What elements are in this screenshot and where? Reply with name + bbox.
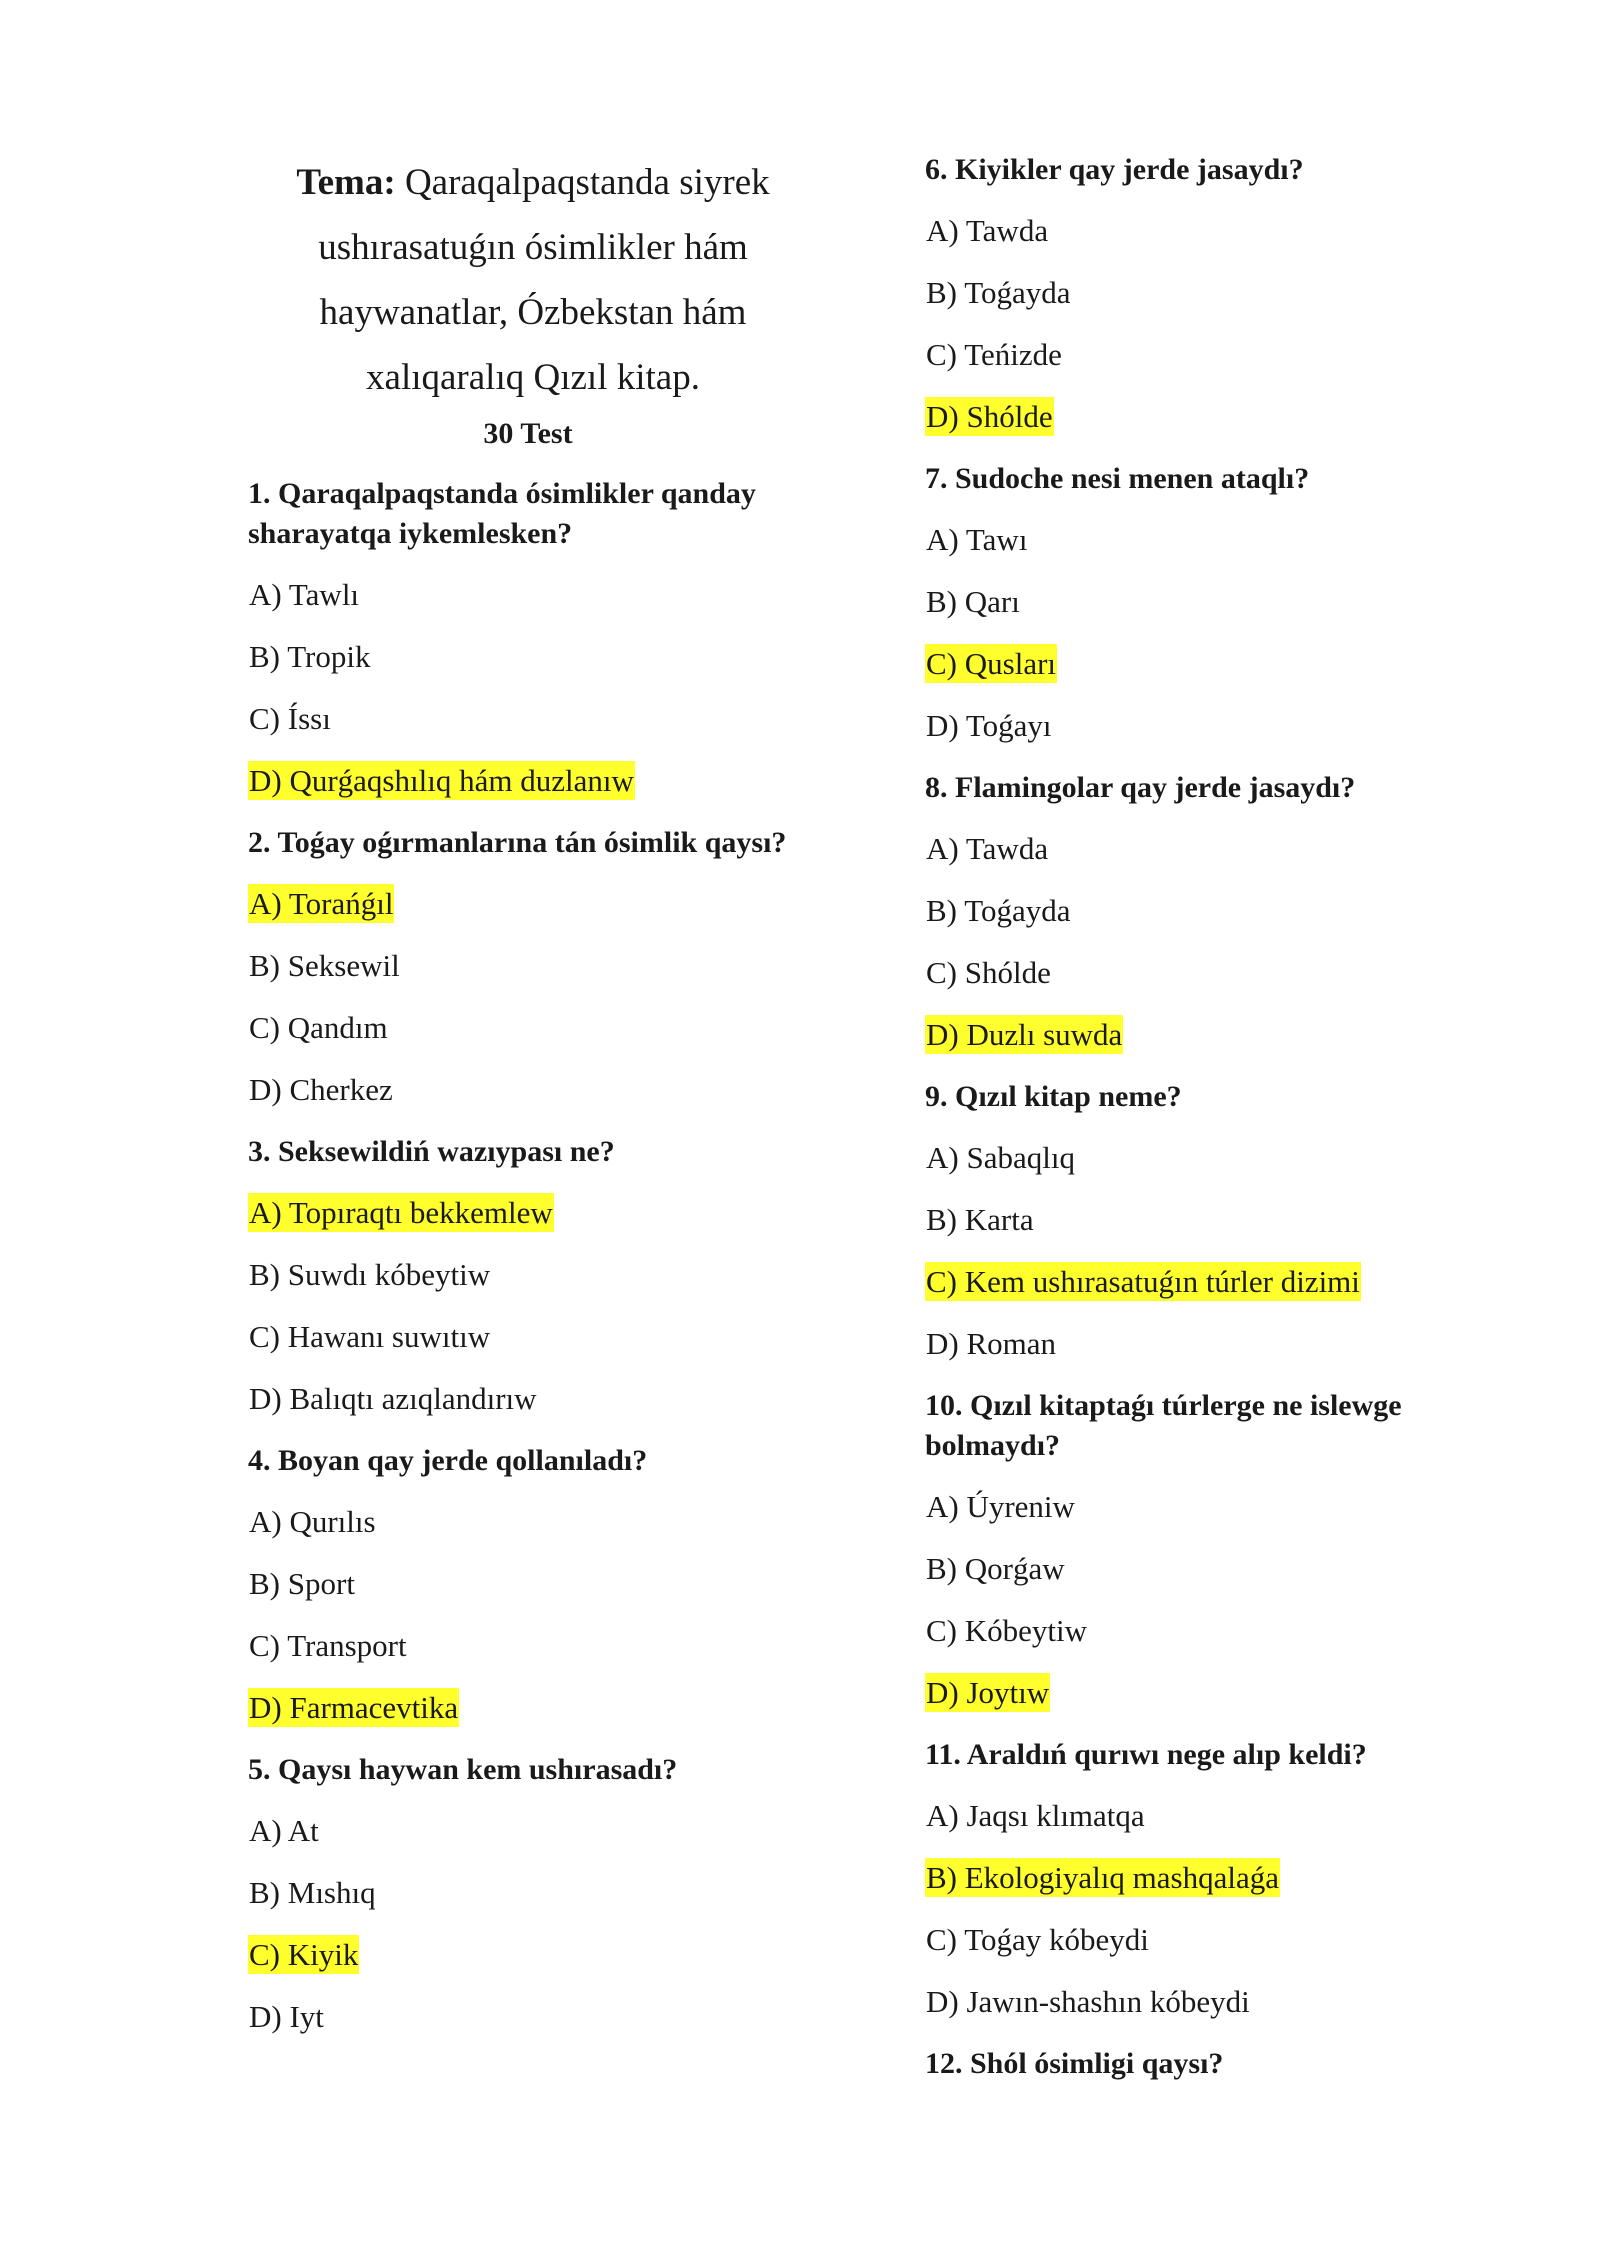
answer-option (248, 1008, 828, 1048)
answer-option-correct (925, 1858, 1485, 1898)
answer-text: C) Toǵay kóbeydi (926, 1922, 1149, 1957)
answer-option (248, 946, 828, 986)
answer-option (248, 1317, 828, 1357)
answer-text: A) Topıraqtı bekkemlew (249, 1195, 553, 1230)
topic-heading (278, 150, 808, 410)
answer-option (248, 1379, 828, 1419)
question-block (925, 459, 1485, 746)
answer-option (925, 1982, 1485, 2022)
answer-text: A) Torańǵıl (249, 886, 394, 921)
answer-text: D) Duzlı suwda (926, 1017, 1123, 1052)
answer-option (248, 637, 828, 677)
answer-text: B) Mıshıq (249, 1875, 376, 1910)
answer-text: C) Kóbeytiw (926, 1613, 1088, 1648)
answer-text: C) Íssı (249, 701, 331, 736)
answer-option (925, 273, 1485, 313)
answer-text: D) Qurǵaqshılıq hám duzlanıw (249, 763, 634, 798)
answer-option (248, 1997, 828, 2037)
answer-option (925, 1920, 1485, 1960)
answer-option (925, 1200, 1485, 1240)
answer-text: D) Joytıw (926, 1675, 1050, 1710)
question-block (925, 150, 1485, 437)
answer-text: A) Tawda (926, 831, 1049, 866)
answer-text: D) Farmacevtika (249, 1690, 459, 1725)
answer-text: C) Teńizde (926, 337, 1062, 372)
question-text: 1. Qaraqalpaqstanda ósimlikler qanday sharayatqa iykemlesken? (248, 477, 756, 550)
answer-text: B) Sport (249, 1566, 355, 1601)
answer-text: A) Sabaqlıq (926, 1140, 1075, 1175)
answer-text: A) Úyreniw (926, 1489, 1075, 1524)
answer-option (925, 1611, 1485, 1651)
topic-text: Qaraqalpaqstanda siyrek ushırasatuǵın ósimlikler hám haywanatlar, Ózbekstan hám xalıqaralıq Qızıl kitap. (318, 162, 770, 398)
answer-text: C) Hawanı suwıtıw (249, 1319, 491, 1354)
question-block (925, 2044, 1485, 2084)
answer-text: C) Qandım (249, 1010, 388, 1045)
question-block (248, 823, 828, 1110)
question-block (925, 1077, 1485, 1364)
question-block (925, 1386, 1485, 1713)
answer-option (248, 1070, 828, 1110)
question-text: 7. Sudoche nesi menen ataqlı? (925, 462, 1310, 495)
answer-option-correct (925, 1673, 1485, 1713)
answer-text: C) Qusları (926, 646, 1057, 681)
answer-option (925, 706, 1485, 746)
answer-text: A) Tawı (926, 522, 1028, 557)
answer-text: C) Kem ushırasatuǵın túrler dizimi (926, 1264, 1360, 1299)
answer-option (248, 1502, 828, 1542)
answer-option-correct (925, 644, 1485, 684)
answer-option (925, 211, 1485, 251)
question-block (248, 474, 828, 801)
question-text: 4. Boyan qay jerde qollanıladı? (248, 1444, 648, 1477)
answer-text: D) Cherkez (249, 1072, 393, 1107)
question-text: 6. Kiyikler qay jerde jasaydı? (925, 153, 1304, 186)
right-column (925, 150, 1485, 2105)
answer-text: B) Qorǵaw (926, 1551, 1065, 1586)
answer-option (248, 699, 828, 739)
question-block (925, 768, 1485, 1055)
answer-text: C) Shólde (926, 955, 1051, 990)
answer-option-correct (925, 1015, 1485, 1055)
question-text: 10. Qızıl kitaptaǵı túrlerge ne islewge bolmaydı? (925, 1389, 1402, 1462)
answer-text: A) At (249, 1813, 319, 1848)
answer-text: B) Ekologiyalıq mashqalaǵa (926, 1860, 1279, 1895)
answer-text: C) Transport (249, 1628, 407, 1663)
answer-option-correct (248, 1935, 828, 1975)
answer-text: B) Toǵayda (926, 893, 1071, 928)
question-text: 3. Seksewildiń wazıypası ne? (248, 1135, 615, 1168)
answer-option (925, 953, 1485, 993)
answer-text: A) Jaqsı klımatqa (926, 1798, 1145, 1833)
question-text: 12. Shól ósimligi qaysı? (925, 2047, 1224, 2080)
question-text: 8. Flamingolar qay jerde jasaydı? (925, 771, 1356, 804)
answer-option (925, 335, 1485, 375)
answer-text: B) Seksewil (249, 948, 400, 983)
answer-option (925, 520, 1485, 560)
answer-option (925, 1138, 1485, 1178)
answer-option (925, 582, 1485, 622)
answer-option (925, 1324, 1485, 1364)
question-block (248, 1750, 828, 2037)
answer-option (248, 1255, 828, 1295)
questions-right (925, 150, 1485, 2084)
answer-option (248, 1626, 828, 1666)
answer-option-correct (925, 1262, 1485, 1302)
left-column (248, 150, 828, 2059)
answer-option (925, 1549, 1485, 1589)
answer-option (925, 1487, 1485, 1527)
answer-text: B) Qarı (926, 584, 1020, 619)
question-block (925, 1735, 1485, 2022)
answer-option-correct (248, 1688, 828, 1728)
question-text: 2. Toǵay oǵırmanlarına tán ósimlik qaysı? (248, 826, 787, 859)
answer-text: D) Shólde (926, 399, 1053, 434)
answer-text: B) Toǵayda (926, 275, 1071, 310)
answer-text: D) Toǵayı (926, 708, 1052, 743)
answer-text: D) Roman (926, 1326, 1057, 1361)
questions-left (248, 474, 828, 2037)
answer-option-correct (248, 761, 828, 801)
answer-option (925, 829, 1485, 869)
answer-text: C) Kiyik (249, 1937, 359, 1972)
question-text: 11. Araldıń qurıwı nege alıp keldi? (925, 1738, 1367, 1771)
answer-option (248, 1873, 828, 1913)
answer-option (248, 575, 828, 615)
question-text: 9. Qızıl kitap neme? (925, 1080, 1182, 1113)
test-count: 30 Test (483, 417, 573, 450)
topic-label: Tema: (296, 162, 396, 203)
answer-text: D) Jawın-shashın kóbeydi (926, 1984, 1250, 2019)
answer-option (248, 1811, 828, 1851)
answer-option (925, 1796, 1485, 1836)
answer-text: D) Iyt (249, 1999, 324, 2034)
question-block (248, 1132, 828, 1419)
answer-text: A) Tawlı (249, 577, 360, 612)
question-text: 5. Qaysı haywan kem ushırasadı? (248, 1753, 678, 1786)
answer-text: A) Tawda (926, 213, 1049, 248)
answer-text: B) Tropik (249, 639, 371, 674)
answer-option (248, 1564, 828, 1604)
answer-text: B) Suwdı kóbeytiw (249, 1257, 491, 1292)
answer-option-correct (248, 884, 828, 924)
answer-text: A) Qurılıs (249, 1504, 376, 1539)
answer-option-correct (925, 397, 1485, 437)
answer-text: B) Karta (926, 1202, 1034, 1237)
answer-text: D) Balıqtı azıqlandırıw (249, 1381, 537, 1416)
question-block (248, 1441, 828, 1728)
answer-option-correct (248, 1193, 828, 1233)
answer-option (925, 891, 1485, 931)
